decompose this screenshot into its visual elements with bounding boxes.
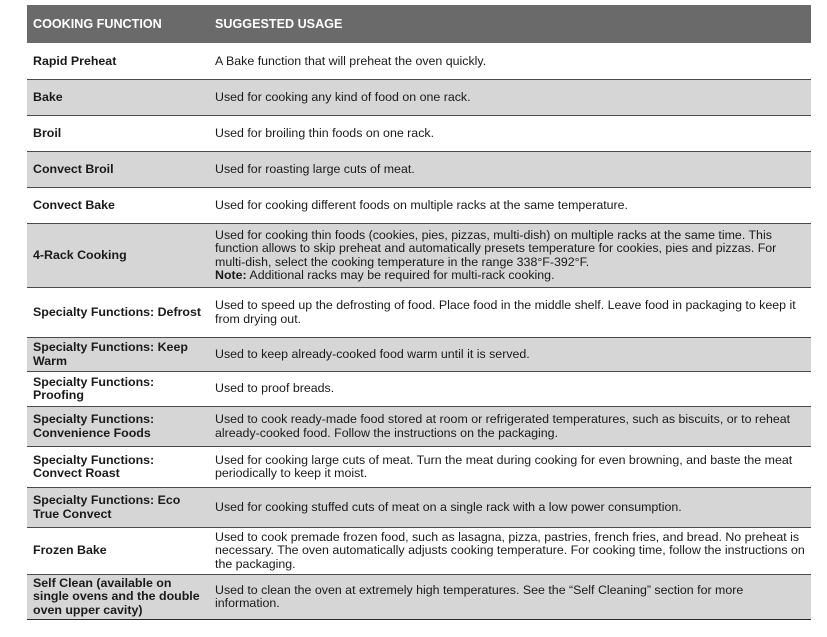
table-row — [27, 79, 811, 115]
table-header-row — [27, 5, 811, 43]
function-name: Broil — [27, 115, 209, 151]
header-suggested-usage: SUGGESTED USAGE — [209, 5, 811, 43]
function-name: Frozen Bake — [27, 527, 209, 574]
table-row — [27, 337, 811, 371]
table-row — [27, 574, 811, 619]
function-name: Specialty Functions: Eco True Convect — [27, 487, 209, 527]
function-usage: A Bake function that will preheat the oven quickly. — [209, 43, 811, 79]
header-cooking-function: COOKING FUNCTION — [27, 5, 209, 43]
function-name: Bake — [27, 79, 209, 115]
function-usage: Used for broiling thin foods on one rack. — [209, 115, 811, 151]
function-name: Specialty Functions: Convect Roast — [27, 446, 209, 487]
function-name: Convect Bake — [27, 187, 209, 223]
function-name: Convect Broil — [27, 151, 209, 187]
function-name: Specialty Functions: Keep Warm — [27, 337, 209, 371]
cooking-functions-table — [27, 5, 811, 620]
function-usage: Used to cook ready-made food stored at room or refrigerated temperatures, such as biscuits, or to reheat already-cooked food. Follow the instructions on the packaging. — [209, 406, 811, 446]
function-name: Specialty Functions: Convenience Foods — [27, 406, 209, 446]
function-name: Self Clean (available on single ovens and the double oven upper cavity) — [27, 574, 209, 619]
function-usage: Used for roasting large cuts of meat. — [209, 151, 811, 187]
table-row — [27, 223, 811, 287]
function-usage: Used for cooking stuffed cuts of meat on a single rack with a low power consumption. — [209, 487, 811, 527]
note-label: Note: — [215, 267, 247, 282]
function-usage: Used to keep already-cooked food warm until it is served. — [209, 337, 811, 371]
note-text: Additional racks may be required for multi-rack cooking. — [246, 267, 555, 282]
function-usage: Used for cooking large cuts of meat. Turn the meat during cooking for even browning, and baste the meat periodically to keep it moist. — [209, 446, 811, 487]
function-usage: Used to cook premade frozen food, such as lasagna, pizza, pastries, french fries, and bread. No preheat is necessary. The oven automatically adjusts cooking temperature. For cooking time, follow the instructions on the packaging. — [209, 527, 811, 574]
function-usage: Used to proof breads. — [209, 371, 811, 406]
table-row — [27, 115, 811, 151]
table-row — [27, 371, 811, 406]
function-usage — [209, 223, 811, 287]
usage-text: Used for cooking thin foods (cookies, pies, pizzas, multi-dish) on multiple racks at the same time. This function allows to skip preheat and automatically presets temperature for cookies, pies and pizzas. For multi-dish, select the cooking temperature in the range 338°F-392°F. — [215, 228, 777, 269]
function-usage: Used for cooking any kind of food on one rack. — [209, 79, 811, 115]
table-row — [27, 187, 811, 223]
function-usage: Used to clean the oven at extremely high temperatures. See the “Self Cleaning” section for more information. — [209, 574, 811, 619]
table-row — [27, 406, 811, 446]
function-usage: Used to speed up the defrosting of food. Place food in the middle shelf. Leave food in packaging to keep it from drying out. — [209, 287, 811, 337]
function-name: Rapid Preheat — [27, 43, 209, 79]
table-row — [27, 527, 811, 574]
function-name: 4-Rack Cooking — [27, 223, 209, 287]
table-row — [27, 151, 811, 187]
function-usage: Used for cooking different foods on multiple racks at the same temperature. — [209, 187, 811, 223]
function-name: Specialty Functions: Proofing — [27, 371, 209, 406]
table-row — [27, 446, 811, 487]
table-row — [27, 487, 811, 527]
table-row — [27, 287, 811, 337]
table-row — [27, 43, 811, 79]
function-name: Specialty Functions: Defrost — [27, 287, 209, 337]
